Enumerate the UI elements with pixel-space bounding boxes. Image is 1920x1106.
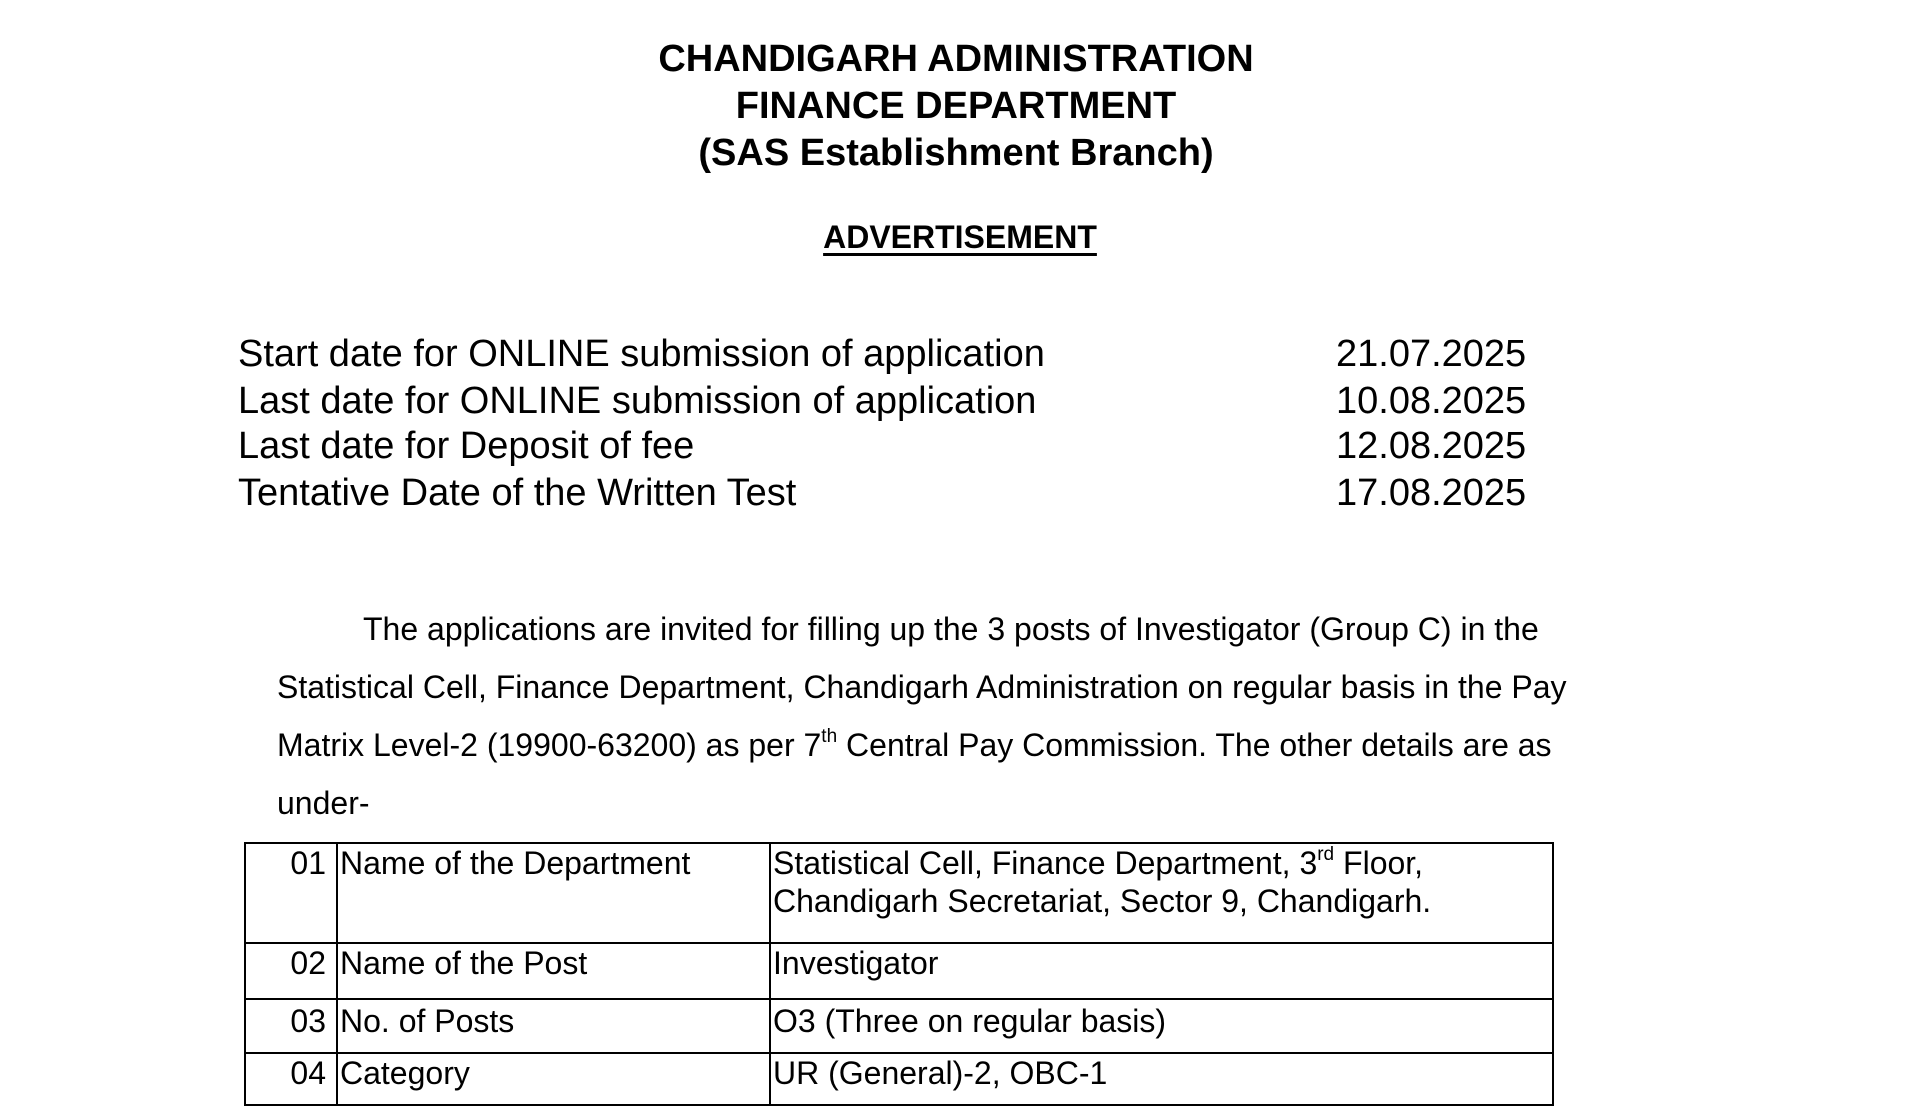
date-value: 21.07.2025 [1336,333,1527,375]
details-table [244,842,1554,1106]
date-value: 17.08.2025 [1336,472,1527,514]
ordinal-superscript: rd [1317,844,1335,866]
date-row [238,378,1538,424]
advertisement-title: ADVERTISEMENT [823,219,1097,255]
row-field: Category [337,1053,770,1105]
date-label: Tentative Date of the Written Test [238,472,797,514]
intro-paragraph [277,600,1657,832]
table-row [245,843,1553,943]
date-row [238,331,1538,377]
row-field: Name of the Department [337,843,770,943]
table-row [245,1053,1553,1105]
row-number: 02 [245,943,337,999]
row-number: 03 [245,999,337,1053]
date-row [238,423,1538,469]
ordinal-superscript: th [821,726,838,748]
row-value [770,843,1553,943]
row-number: 04 [245,1053,337,1105]
date-label: Last date for ONLINE submission of application [238,380,1037,422]
date-label: Start date for ONLINE submission of application [238,333,1045,375]
row-number: 01 [245,843,337,943]
paragraph-text: Central Pay Commission. The other details are as [837,727,1552,763]
header-org-name: CHANDIGARH ADMINISTRATION [658,38,1254,80]
date-value: 12.08.2025 [1336,425,1527,467]
date-row [238,470,1538,516]
date-label: Last date for Deposit of fee [238,425,695,467]
table-row [245,943,1553,999]
header-department: FINANCE DEPARTMENT [735,85,1177,127]
row-value-text: Statistical Cell, Finance Department, 3 [773,845,1318,881]
paragraph-line [277,716,1657,774]
table-row [245,999,1553,1053]
row-value-text: Floor, [1334,845,1424,881]
row-value: O3 (Three on regular basis) [770,999,1553,1053]
paragraph-text: Matrix Level-2 (19900-63200) as per 7 [277,727,822,763]
row-value-text: Chandigarh Secretariat, Sector 9, Chandigarh. [773,883,1432,919]
paragraph-line: Statistical Cell, Finance Department, Chandigarh Administration on regular basis in the Pay [277,669,1567,705]
row-value: Investigator [770,943,1553,999]
row-value: UR (General)-2, OBC-1 [770,1053,1553,1105]
paragraph-line: under- [277,785,370,821]
row-field: Name of the Post [337,943,770,999]
row-field: No. of Posts [337,999,770,1053]
date-value: 10.08.2025 [1336,380,1527,422]
header-branch: (SAS Establishment Branch) [698,132,1214,174]
paragraph-line: The applications are invited for filling up the 3 posts of Investigator (Group C) in the [363,611,1539,647]
